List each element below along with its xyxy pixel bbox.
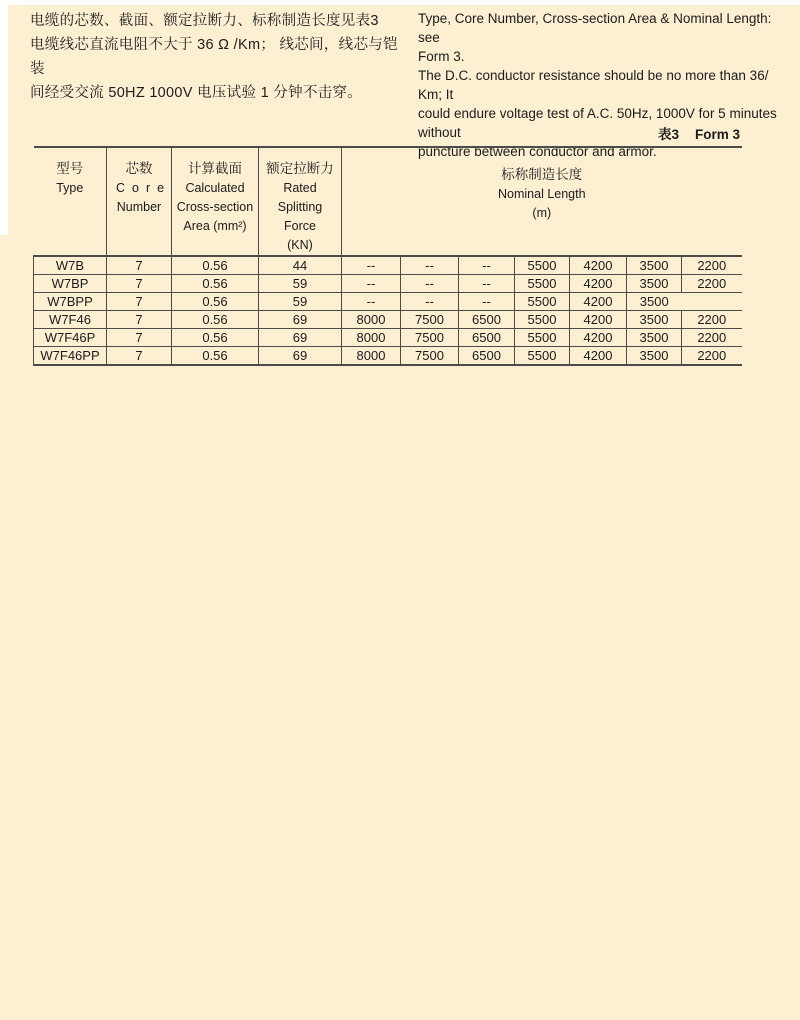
- header-cell-en: Area (mm²): [183, 219, 247, 233]
- table-cell: --: [342, 275, 401, 293]
- intro-english-line: Form 3.: [418, 49, 465, 64]
- header-cell-en: Splitting: [277, 200, 323, 214]
- header-cell-en: Core: [116, 181, 172, 195]
- table-cell: 4200: [570, 311, 627, 329]
- header-cell-en: Calculated: [185, 181, 245, 195]
- table-cell: 3500: [627, 329, 682, 347]
- table-cell: 0.56: [172, 293, 259, 311]
- header-cell-zh: 型号: [56, 161, 84, 176]
- table-cell: 6500: [459, 347, 515, 366]
- header-cell-en: Nominal Length: [498, 186, 586, 201]
- table-caption-zh: 表3: [657, 127, 679, 142]
- scan-edge-left: [0, 0, 8, 235]
- table-cell: 3500: [627, 256, 682, 275]
- table-cell: W7F46P: [34, 329, 107, 347]
- table-cell: W7BPP: [34, 293, 107, 311]
- header-cell-zh: 芯数: [125, 161, 153, 176]
- intro-english-line: Type, Core Number, Cross-section Area & Nominal Length: see: [418, 11, 772, 45]
- header-cell-en: (m): [532, 205, 552, 220]
- intro-chinese-line: 电缆的芯数、截面、额定拉断力、标称制造长度见表3: [30, 13, 379, 29]
- table-cell: 7: [107, 293, 172, 311]
- table-cell: 4200: [570, 347, 627, 366]
- table-cell: 59: [259, 275, 342, 293]
- header-cell-en: Number: [116, 200, 162, 214]
- table-cell: W7B: [34, 256, 107, 275]
- table-row: [34, 275, 742, 293]
- table-cell: 0.56: [172, 311, 259, 329]
- table-cell: 5500: [515, 311, 570, 329]
- table-cell: 2200: [682, 311, 742, 329]
- header-cell-en: Cross-section: [176, 200, 254, 214]
- table-cell: 5500: [515, 275, 570, 293]
- intro-chinese-line: 电缆线芯直流电阻不大于 36 Ω /Km； 线芯间，线芯与铠装: [30, 37, 398, 77]
- table-cell: --: [342, 293, 401, 311]
- header-cell: [259, 147, 342, 256]
- table-cell: 44: [259, 256, 342, 275]
- table-cell: 7500: [401, 347, 459, 366]
- header-cell: [34, 147, 107, 256]
- table-cell: [682, 293, 742, 311]
- intro-paragraph-chinese: [30, 9, 408, 105]
- table-cell: 69: [259, 347, 342, 366]
- table-row: [34, 311, 742, 329]
- table-caption: [33, 123, 740, 143]
- table-cell: 7500: [401, 329, 459, 347]
- table-cell: --: [459, 275, 515, 293]
- table-header-row: [34, 147, 742, 256]
- table-cell: 3500: [627, 293, 682, 311]
- intro-chinese-line: 间经受交流 50HZ 1000V 电压试验 1 分钟不击穿。: [30, 85, 363, 101]
- header-cell-zh: 额定拉断力: [266, 161, 334, 176]
- table-cell: 0.56: [172, 256, 259, 275]
- table-cell: 4200: [570, 293, 627, 311]
- table-cell: 3500: [627, 311, 682, 329]
- table-cell: 5500: [515, 256, 570, 275]
- table-cell: 7: [107, 275, 172, 293]
- table-cell: 5500: [515, 293, 570, 311]
- table-cell: 7500: [401, 311, 459, 329]
- spec-table: [33, 146, 742, 366]
- table-cell: 3500: [627, 275, 682, 293]
- table-cell: 5500: [515, 347, 570, 366]
- table-cell: W7F46: [34, 311, 107, 329]
- table-cell: W7F46PP: [34, 347, 107, 366]
- table-cell: 0.56: [172, 275, 259, 293]
- table-cell: 8000: [342, 347, 401, 366]
- table-cell: 5500: [515, 329, 570, 347]
- header-cell-en: Rated: [283, 181, 317, 195]
- table-cell: 8000: [342, 329, 401, 347]
- table-row: [34, 347, 742, 366]
- table-cell: 2200: [682, 347, 742, 366]
- table-cell: 6500: [459, 329, 515, 347]
- table-cell: 2200: [682, 329, 742, 347]
- table-cell: --: [401, 293, 459, 311]
- table-cell: 7: [107, 329, 172, 347]
- table-cell: 8000: [342, 311, 401, 329]
- header-cell: [107, 147, 172, 256]
- table-cell: 2200: [682, 275, 742, 293]
- intro-english-line: The D.C. conductor resistance should be no more than 36/ Km; It: [418, 68, 769, 102]
- table-cell: 7: [107, 311, 172, 329]
- table-cell: --: [459, 293, 515, 311]
- scan-edge-top: [0, 0, 800, 5]
- table-cell: 7: [107, 256, 172, 275]
- header-cell: [172, 147, 259, 256]
- intro-english-line: puncture between conductor and armor.: [418, 144, 657, 159]
- table-cell: 7: [107, 347, 172, 366]
- table-cell: 4200: [570, 256, 627, 275]
- table-cell: 69: [259, 311, 342, 329]
- table-cell: --: [401, 275, 459, 293]
- table-cell: 4200: [570, 275, 627, 293]
- table-cell: --: [401, 256, 459, 275]
- table-cell: 69: [259, 329, 342, 347]
- table-cell: --: [459, 256, 515, 275]
- header-cell-zh: 计算截面: [188, 161, 242, 176]
- table-cell: 0.56: [172, 347, 259, 366]
- table-row: [34, 329, 742, 347]
- table-cell: --: [342, 256, 401, 275]
- table-cell: 4200: [570, 329, 627, 347]
- table-cell: 6500: [459, 311, 515, 329]
- table-cell: 3500: [627, 347, 682, 366]
- header-cell-en: Type: [56, 181, 84, 195]
- table-cell: 59: [259, 293, 342, 311]
- table-caption-en: Form 3: [694, 127, 740, 142]
- table-row: [34, 293, 742, 311]
- header-cell-zh: 标称制造长度: [501, 166, 583, 182]
- table-cell: W7BP: [34, 275, 107, 293]
- header-cell-en: (KN): [287, 238, 313, 252]
- table-row: [34, 256, 742, 275]
- table-body: [34, 256, 742, 365]
- intro-english-line: could endure voltage test of A.C. 50Hz, 1000V for 5 minutes without: [418, 106, 777, 140]
- header-cell: [342, 147, 742, 256]
- header-cell-en: Force: [284, 219, 316, 233]
- table-cell: 0.56: [172, 329, 259, 347]
- table-cell: 2200: [682, 256, 742, 275]
